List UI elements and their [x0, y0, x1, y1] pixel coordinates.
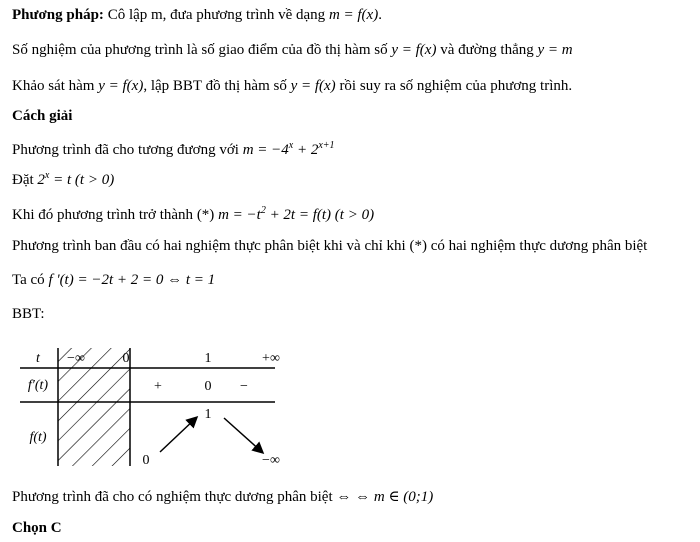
equivalent-exp-1: x	[288, 140, 294, 151]
method-line	[12, 6, 382, 24]
intersection-text: Số nghiệm của phương trình là số giao điểm của đồ thị hàm số	[12, 42, 392, 58]
f-value-at-infinity: −∞	[262, 453, 280, 468]
method-text: Cô lập m, đưa phương trình về dạng	[103, 7, 329, 23]
sign-zero: 0	[204, 379, 212, 394]
conclusion-text: Phương trình đã cho có nghiệm thực dương phân biệt	[12, 489, 337, 505]
decreasing-arrow	[224, 418, 262, 452]
substitution-rest: = t (t > 0)	[49, 172, 115, 188]
derivative-line	[12, 271, 215, 289]
method-formula: m = f(x)	[328, 7, 379, 23]
transform-formula-a: m = −t	[214, 207, 261, 223]
intersection-line	[12, 41, 573, 59]
intersection-formula-1: y = f(x)	[391, 42, 437, 58]
intersection-mid: và đường thẳng	[436, 42, 538, 58]
survey-formula-2: y = f(x)	[290, 78, 336, 94]
increasing-arrow	[160, 418, 196, 452]
conclusion-line	[12, 488, 433, 506]
substitution-exp: x	[44, 170, 50, 181]
answer-line: Chọn C	[12, 520, 62, 536]
t-zero: 0	[122, 351, 130, 366]
t-pos-infinity: +∞	[262, 351, 280, 366]
condition-end: có hai nghiệm thực dương phân biệt	[426, 238, 648, 254]
transform-formula-b: + 2t = f(t) (t > 0)	[265, 207, 375, 223]
row-label-f: f(t)	[29, 430, 47, 445]
equivalent-exp-2: x+1	[318, 140, 335, 151]
substitution-text: Đặt	[12, 172, 38, 188]
variation-table	[0, 340, 300, 470]
survey-mid: , lập BBT đồ thị hàm số	[143, 78, 291, 94]
f-value-at-one: 1	[204, 407, 212, 422]
transform-line	[12, 202, 374, 224]
condition-text: Phương trình ban đầu có hai nghiệm thực phân biệt khi và chỉ khi	[12, 238, 410, 254]
survey-text: Khảo sát hàm	[12, 78, 99, 94]
survey-line	[12, 77, 572, 95]
transform-star: (*)	[196, 207, 215, 223]
equivalent-line	[12, 137, 335, 159]
bbt-label: BBT:	[12, 306, 45, 322]
method-end: .	[378, 7, 382, 23]
condition-star: (*)	[409, 238, 427, 254]
substitution-line	[12, 167, 114, 189]
transform-exp: 2	[260, 205, 266, 216]
solution-heading: Cách giải	[12, 108, 73, 124]
equivalent-text: Phương trình đã cho tương đương với	[12, 142, 243, 158]
row-label-t: t	[36, 351, 40, 366]
f-value-at-zero: 0	[142, 453, 150, 468]
derivative-formula: f '(t) = −2t + 2 = 0 ⇔ t = 1	[48, 272, 216, 288]
row-label-fprime: f′(t)	[27, 378, 49, 393]
condition-line	[12, 237, 647, 255]
conclusion-formula: ⇔ ⇔ m ∈ (0;1)	[336, 489, 434, 505]
equivalent-formula-a: m = −4	[242, 142, 289, 158]
intersection-formula-2: y = m	[537, 42, 573, 58]
derivative-text: Ta có	[12, 272, 49, 288]
survey-end: rồi suy ra số nghiệm của phương trình.	[335, 78, 573, 94]
sign-plus: +	[154, 379, 162, 394]
t-one: 1	[204, 351, 212, 366]
substitution-base: 2	[37, 172, 45, 188]
method-label: Phương pháp:	[12, 7, 104, 23]
t-neg-infinity: −∞	[67, 351, 85, 366]
equivalent-formula-b: + 2	[293, 142, 319, 158]
sign-minus: −	[240, 379, 248, 394]
transform-text: Khi đó phương trình trở thành	[12, 207, 197, 223]
survey-formula-1: y = f(x)	[98, 78, 144, 94]
